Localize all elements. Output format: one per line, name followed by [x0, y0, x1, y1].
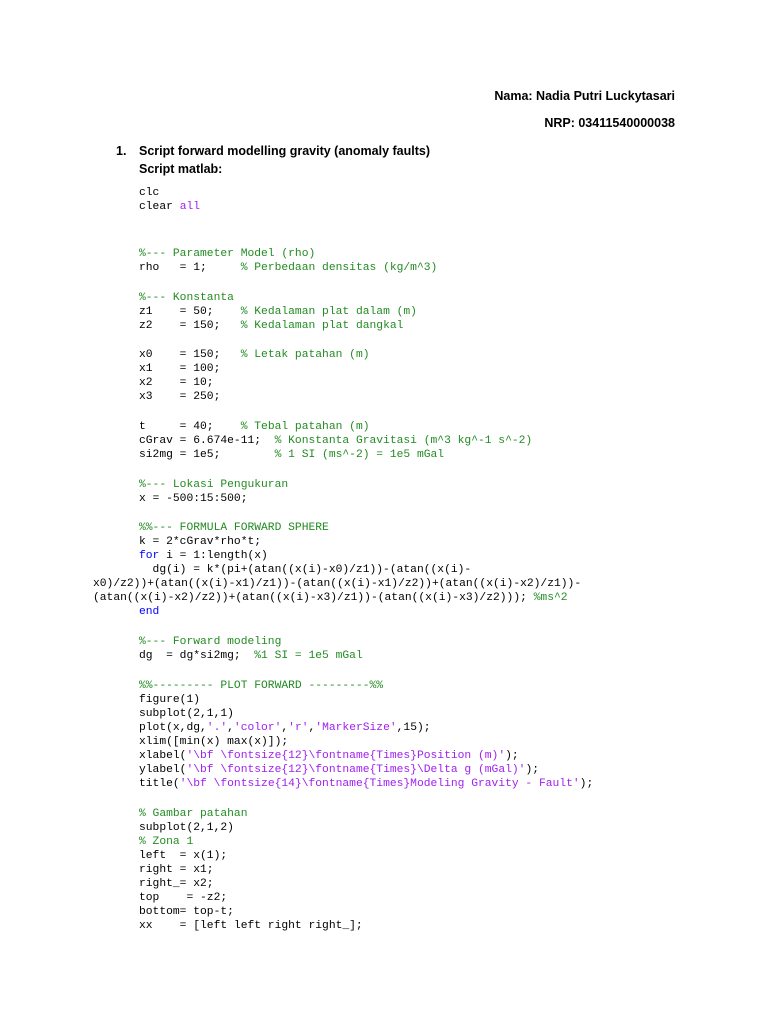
code-token-plain: bottom= top-t; [139, 906, 234, 918]
code-line [139, 749, 519, 763]
code-line [139, 319, 403, 333]
code-token-plain: , [227, 722, 234, 734]
code-token-plain: z1 = 50; [139, 306, 241, 318]
code-line [139, 835, 193, 849]
code-token-plain: ); [579, 778, 594, 790]
code-token-str: 'MarkerSize' [315, 722, 397, 734]
code-token-plain: subplot(2,1,2) [139, 822, 234, 834]
code-token-com: % Zona 1 [139, 836, 194, 848]
code-line [139, 821, 234, 835]
code-line [139, 535, 261, 549]
code-token-com: %--- Lokasi Pengukuran [139, 479, 289, 491]
code-line [139, 721, 431, 735]
code-token-plain: right_= x2; [139, 878, 214, 890]
code-token-str: all [179, 201, 201, 213]
code-token-plain: x1 = 100; [139, 363, 221, 375]
code-token-plain: (atan((x(i)-x2)/z2))+(atan((x(i)-x3)/z1))-(atan((x(i)-x3)/z2))); [93, 592, 534, 604]
code-line [139, 777, 593, 791]
code-line [139, 200, 200, 214]
code-line [139, 919, 363, 933]
code-line [139, 693, 200, 707]
code-token-str: '\bf \fontsize{12}\fontname{Times}Position (m)' [186, 750, 506, 762]
code-token-plain: x0 = 150; [139, 349, 241, 361]
code-line [139, 348, 370, 362]
code-token-plain: , [281, 722, 289, 734]
code-token-plain: ); [505, 750, 519, 762]
code-line [139, 420, 370, 434]
code-token-plain: x = -500:15:500; [139, 493, 248, 505]
code-line [139, 305, 417, 319]
code-line [139, 247, 315, 261]
code-token-com: % Kedalaman plat dangkal [240, 320, 404, 332]
code-token-plain: si2mg = 1e5; [139, 449, 275, 461]
code-line [139, 707, 234, 721]
code-token-plain: rho = 1; [139, 262, 241, 274]
student-id: NRP: 03411540000038 [544, 116, 675, 130]
code-token-plain: dg = dg*si2mg; [139, 650, 255, 662]
code-token-plain: xlabel( [139, 750, 187, 762]
code-section-label: Script matlab: [139, 162, 223, 176]
code-token-plain: k = 2*cGrav*rho*t; [139, 536, 262, 548]
code-token-plain: x0)/z2))+(atan((x(i)-x1)/z1))-(atan((x(i)-x1)/z2))+(atan((x(i)-x2)/z1))- [93, 578, 582, 590]
code-token-com: %--- Konstanta [139, 292, 234, 304]
code-token-kw: for [139, 550, 160, 562]
code-line [139, 849, 227, 863]
code-token-str: '\bf \fontsize{14}\fontname{Times}Modeling Gravity - Fault' [179, 778, 580, 790]
code-token-plain: z2 = 150; [139, 320, 241, 332]
code-token-com: % Letak patahan (m) [240, 349, 370, 361]
code-token-plain: clc [139, 187, 160, 199]
code-token-plain: right = x1; [139, 864, 214, 876]
code-token-plain: left = x(1); [139, 850, 228, 862]
code-line [139, 649, 363, 663]
code-line [139, 448, 444, 462]
code-token-com: %--- Parameter Model (rho) [139, 248, 316, 260]
code-token-plain: plot(x,dg, [139, 722, 207, 734]
code-token-com: %--- Forward modeling [139, 636, 282, 648]
code-token-plain: t = 40; [139, 421, 241, 433]
code-line [139, 735, 288, 749]
code-line [139, 261, 437, 275]
code-token-str: 'r' [288, 722, 309, 734]
code-token-plain: xlim([min(x) max(x)]); [139, 736, 289, 748]
code-line [139, 891, 227, 905]
code-token-plain: clear [139, 201, 180, 213]
code-line [93, 591, 568, 605]
code-token-plain: x2 = 10; [139, 377, 214, 389]
code-line [139, 390, 220, 404]
code-token-com: % Tebal patahan (m) [240, 421, 370, 433]
code-token-com: %1 SI = 1e5 mGal [254, 650, 363, 662]
code-token-plain: cGrav = 6.674e-11; [139, 435, 275, 447]
code-token-plain: dg(i) = k*(pi+(atan((x(i)-x0)/z1))-(atan((x(i)- [139, 564, 472, 576]
code-line [139, 291, 234, 305]
code-token-plain: ); [525, 764, 539, 776]
code-token-plain: xx = [left left right right_]; [139, 920, 363, 932]
code-token-com: %%--- FORMULA FORWARD SPHERE [139, 522, 329, 534]
code-line [139, 807, 247, 821]
code-line [139, 376, 214, 390]
code-line [139, 905, 234, 919]
code-line [139, 521, 329, 535]
code-token-kw: end [139, 606, 160, 618]
code-token-plain: ylabel( [139, 764, 187, 776]
code-line [139, 434, 532, 448]
code-line [139, 563, 471, 577]
code-token-plain: ,15); [396, 722, 431, 734]
code-token-plain: i = 1:length(x) [159, 550, 268, 562]
code-token-com: % 1 SI (ms^-2) = 1e5 mGal [274, 449, 445, 461]
code-line [139, 863, 214, 877]
code-token-str: '\bf \fontsize{12}\fontname{Times}\Delta g (mGal)' [186, 764, 526, 776]
code-token-str: 'color' [233, 722, 282, 734]
code-token-plain: subplot(2,1,1) [139, 708, 234, 720]
code-token-com: % Perbedaan densitas (kg/m^3) [240, 262, 438, 274]
code-token-com: %%--------- PLOT FORWARD ---------%% [139, 680, 384, 692]
code-line [139, 186, 159, 200]
code-line [139, 877, 214, 891]
code-token-com: % Konstanta Gravitasi (m^3 kg^-1 s^-2) [274, 435, 533, 447]
code-line [93, 577, 581, 591]
code-line [139, 492, 247, 506]
code-token-com: % Kedalaman plat dalam (m) [240, 306, 417, 318]
code-token-plain: title( [139, 778, 180, 790]
code-token-com: %ms^2 [533, 592, 568, 604]
author-name: Nama: Nadia Putri Luckytasari [494, 89, 675, 103]
code-token-str: '.' [206, 722, 228, 734]
code-line [139, 549, 268, 563]
question-title: Script forward modelling gravity (anomaly faults) [139, 144, 431, 158]
code-token-plain: x3 = 250; [139, 391, 221, 403]
code-line [139, 679, 383, 693]
question-number: 1. [116, 144, 127, 158]
code-line [139, 478, 288, 492]
code-token-plain: figure(1) [139, 694, 201, 706]
code-line [139, 763, 539, 777]
code-line [139, 362, 220, 376]
code-token-plain: , [308, 722, 316, 734]
code-line [139, 635, 281, 649]
code-token-plain: top = -z2; [139, 892, 228, 904]
code-token-com: % Gambar patahan [139, 808, 248, 820]
code-line [139, 605, 159, 619]
